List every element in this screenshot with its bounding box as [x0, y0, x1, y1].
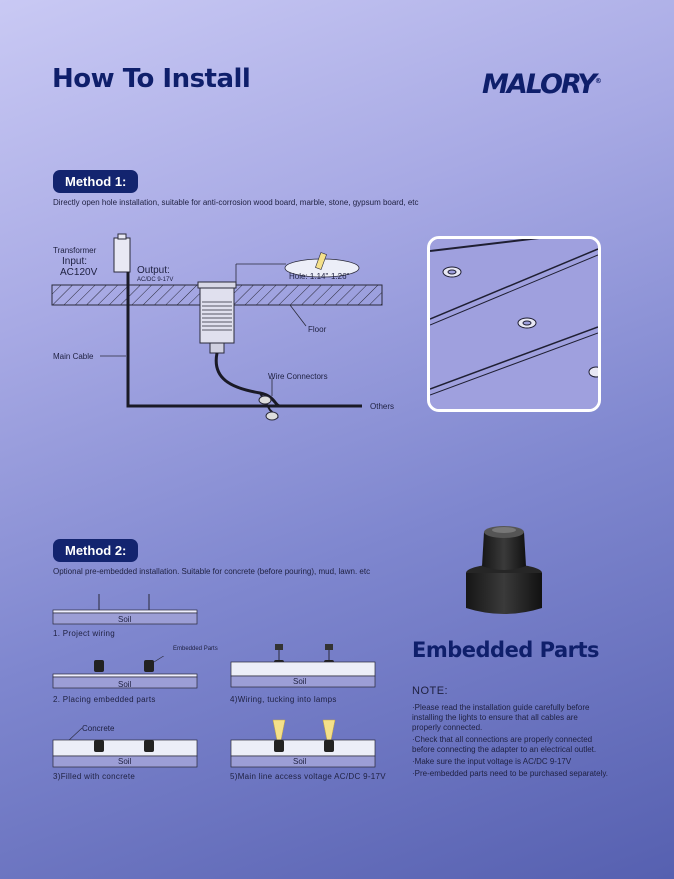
input-voltage: AC120V — [60, 267, 98, 278]
floor-label: Floor — [308, 325, 327, 334]
note-item: ·Please read the installation guide carefully before installing the lights to ensure that all cables are properly connected. — [412, 703, 590, 732]
wire-connector — [266, 412, 278, 420]
brand-logo: MALORY® — [482, 69, 602, 100]
soil-label: Soil — [293, 757, 307, 766]
soil-label: Soil — [293, 677, 307, 686]
method-2-badge: Method 2: — [53, 539, 138, 562]
step-2-caption: 2. Placing embedded parts — [53, 695, 156, 704]
step-4-caption: 4)Wiring, tucking into lamps — [230, 695, 337, 704]
soil-label: Soil — [118, 615, 132, 624]
transformer-label: Transformer — [53, 246, 97, 255]
method-1-description: Directly open hole installation, suitable for anti-corrosion wood board, marble, stone, gypsum board, etc — [53, 198, 419, 207]
note-heading: NOTE: — [412, 685, 449, 697]
output-voltage: AC/DC 9-17V — [137, 277, 174, 283]
soil-label: Soil — [118, 680, 132, 689]
wire-connectors-label: Wire Connectors — [268, 372, 328, 381]
main-cable-label: Main Cable — [53, 352, 94, 361]
input-label: Input: — [62, 256, 88, 267]
method-1-badge: Method 1: — [53, 170, 138, 193]
method-2-description: Optional pre-embedded installation. Suitable for concrete (before pouring), mud, lawn. etc — [53, 567, 371, 576]
embedded-parts-title: Embedded Parts — [412, 638, 600, 662]
concrete-label: Concrete — [82, 724, 115, 733]
others-label: Others — [370, 402, 395, 411]
step-3-caption: 3)Filled with concrete — [53, 772, 136, 781]
wire-connector — [259, 396, 271, 404]
step-5-caption: 5)Main line access voltage AC/DC 9-17V — [230, 772, 386, 781]
transformer-box — [114, 238, 130, 272]
notes-list — [412, 703, 652, 781]
method-1-diagram — [50, 228, 390, 428]
hole-size-label: Hole: 1.14"-1.26" — [289, 272, 350, 281]
soil-label: Soil — [118, 757, 132, 766]
note-item: ·Check that all connections are properly connected before connecting the adapter to an electrical outlet. — [412, 735, 597, 754]
note-item: ·Pre-embedded parts need to be purchased separately. — [412, 769, 608, 778]
embedded-parts-callout: Embedded Parts — [173, 646, 218, 652]
page-title: How To Install — [52, 64, 251, 94]
lamp-icon — [589, 367, 598, 377]
installed-lights-photo — [427, 236, 601, 412]
embedded-part-image — [460, 518, 548, 618]
step-1-caption: 1. Project wiring — [53, 629, 116, 638]
note-item: ·Make sure the input voltage is AC/DC 9-17V — [412, 757, 572, 766]
output-label: Output: — [137, 265, 170, 276]
